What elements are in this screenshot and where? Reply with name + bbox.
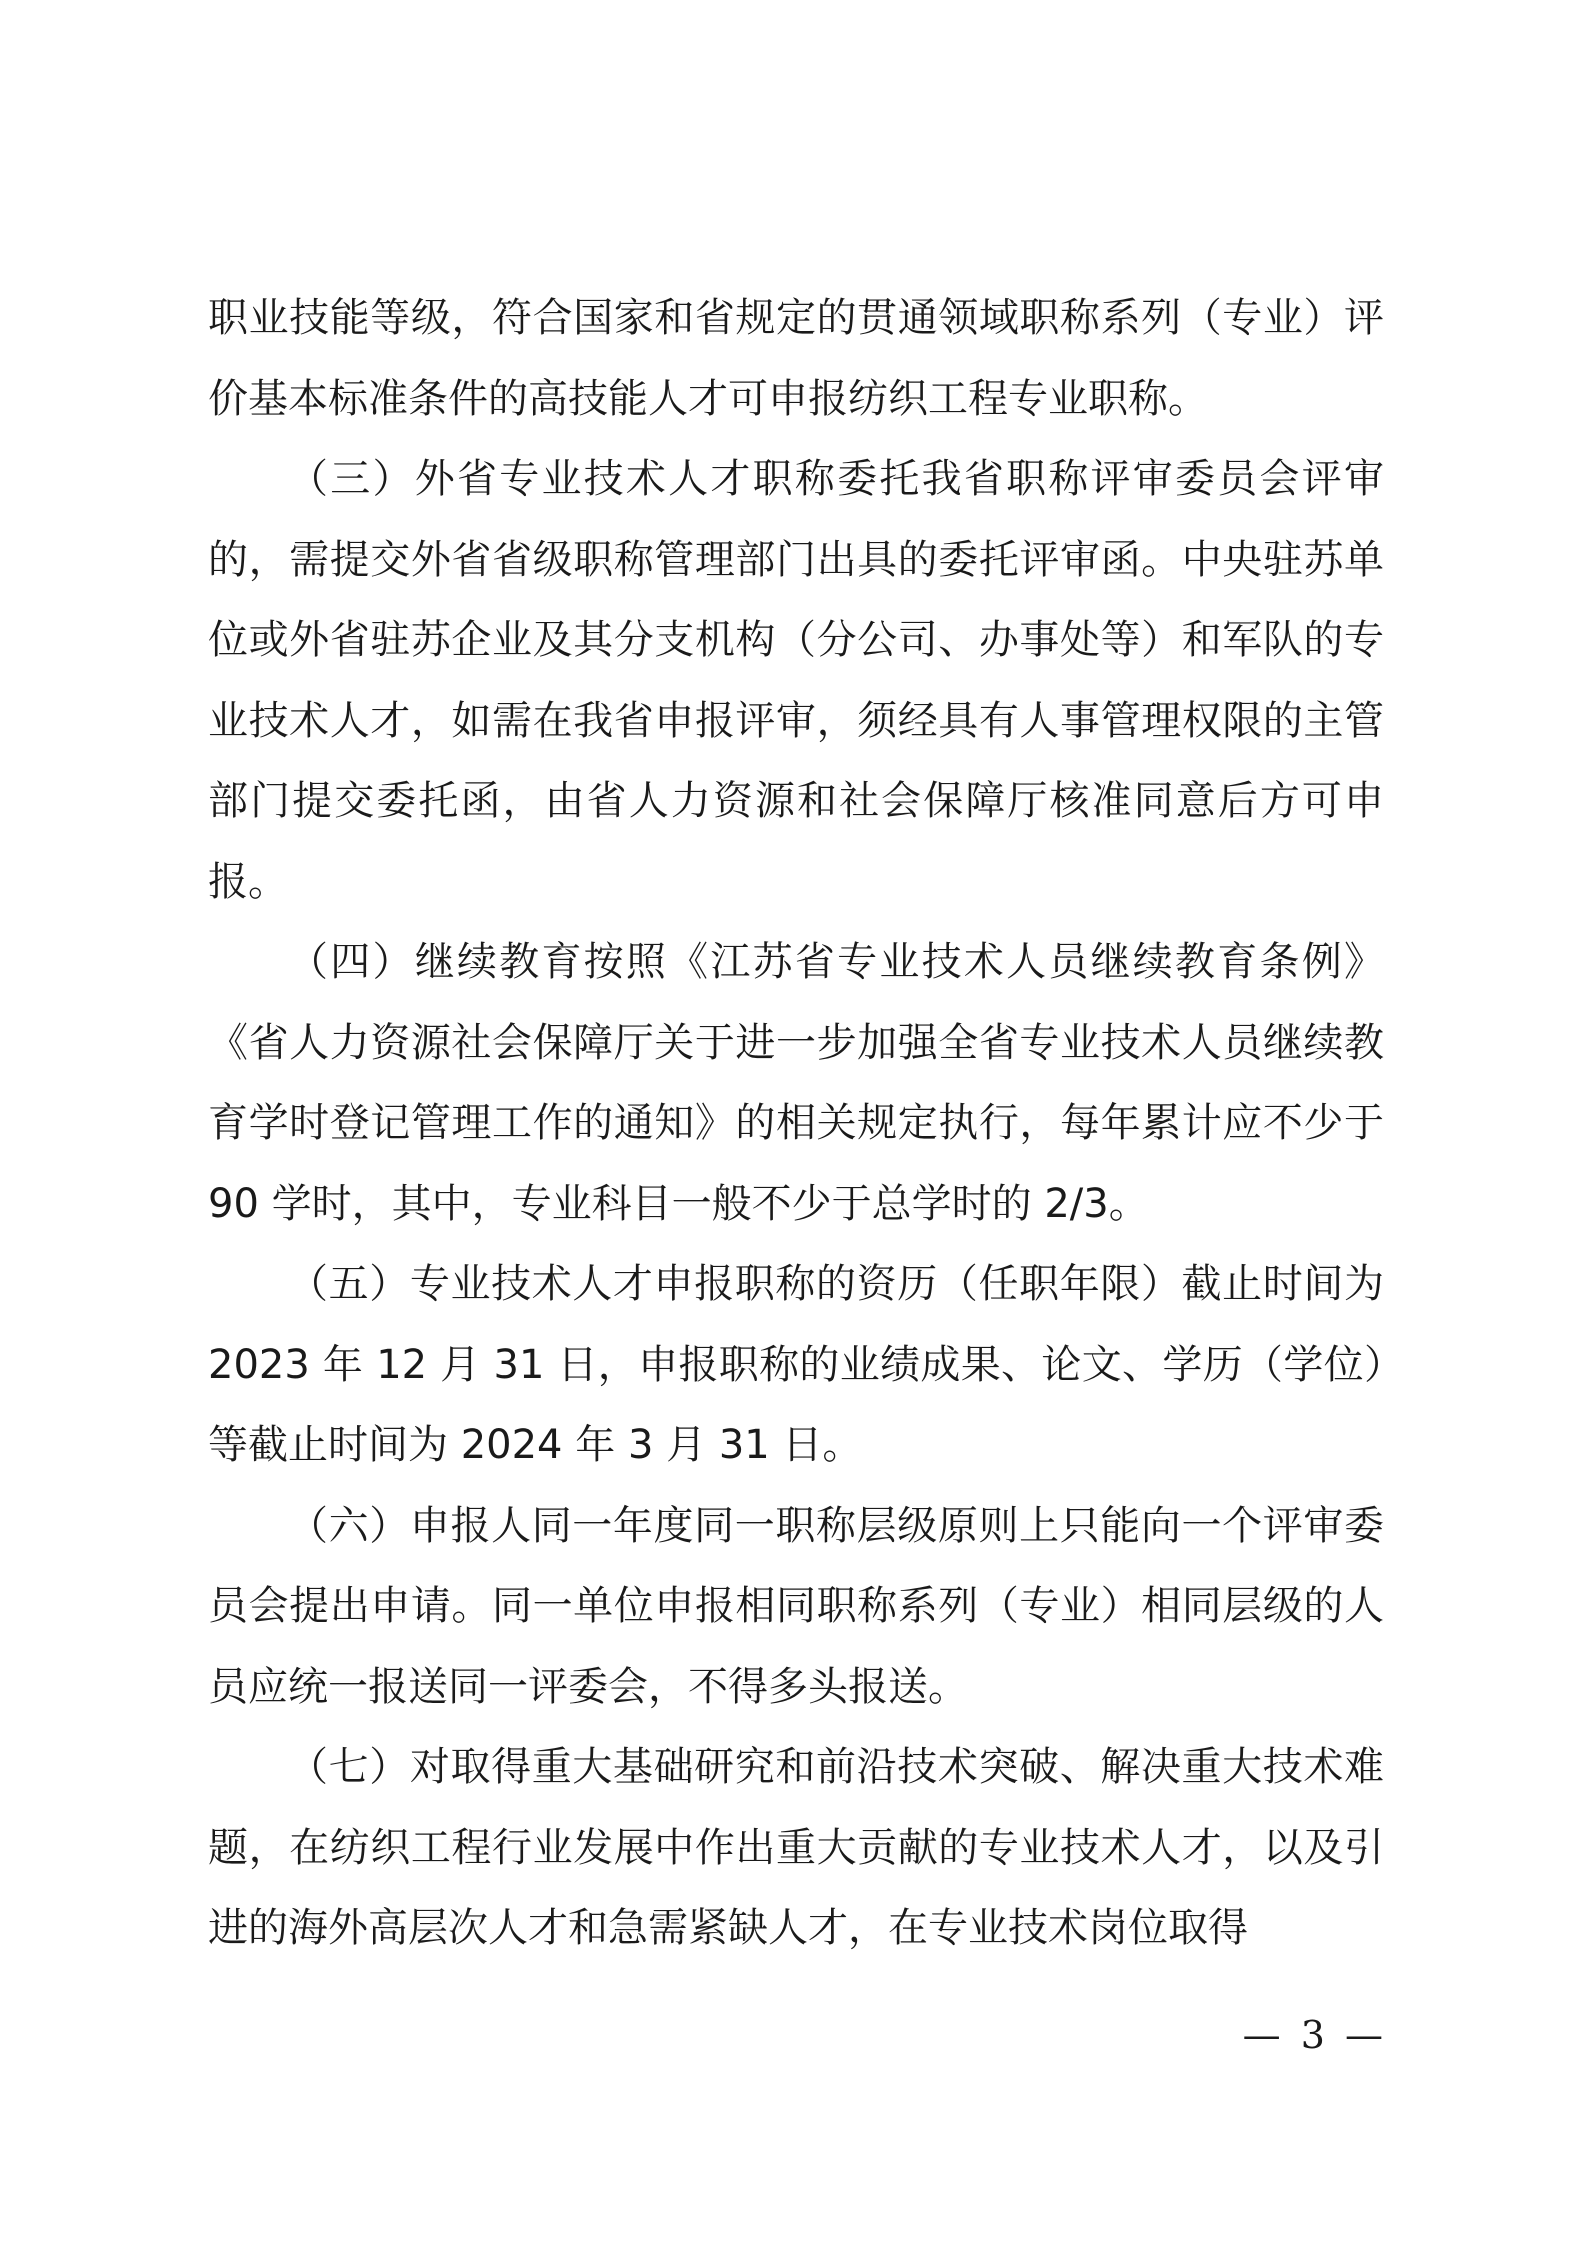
paragraph-continuation: 职业技能等级，符合国家和省规定的贯通领域职称系列（专业）评价基本标准条件的高技能人才可申报纺织工程专业职称。 <box>208 295 1384 422</box>
paragraph-item-4: （四）继续教育按照《江苏省专业技术人员继续教育条例》《省人力资源社会保障厅关于进一步加强全省专业技术人员继续教育学时登记管理工作的通知》的相关规定执行，每年累计应不少于 90 学时，其中，专业科目一般不少于总学时的 2/3。 <box>208 939 1384 1227</box>
paragraph-item-7: （七）对取得重大基础研究和前沿技术突破、解决重大技术难题，在纺织工程行业发展中作出重大贡献的专业技术人才，以及引进的海外高层次人才和急需紧缺人才，在专业技术岗位取得 <box>208 1744 1384 1951</box>
document-body <box>208 278 1384 1969</box>
page-number: — 3 — <box>1242 2013 1387 2057</box>
paragraph-item-6: （六）申报人同一年度同一职称层级原则上只能向一个评审委员会提出申请。同一单位申报相同职称系列（专业）相同层级的人员应统一报送同一评委会，不得多头报送。 <box>208 1502 1384 1710</box>
paragraph-item-3: （三）外省专业技术人才职称委托我省职称评审委员会评审的，需提交外省省级职称管理部门出具的委托评审函。中央驻苏单位或外省驻苏企业及其分支机构（分公司、办事处等）和军队的专业技术人才，如需在我省申报评审，须经具有人事管理权限的主管部门提交委托函，由省人力资源和社会保障厅核准同意后方可申报。 <box>208 456 1384 905</box>
paragraph-item-5: （五）专业技术人才申报职称的资历（任职年限）截止时间为 2023 年 12 月 31 日，申报职称的业绩成果、论文、学历（学位）等截止时间为 2024 年 3 月 31 日。 <box>208 1261 1384 1468</box>
